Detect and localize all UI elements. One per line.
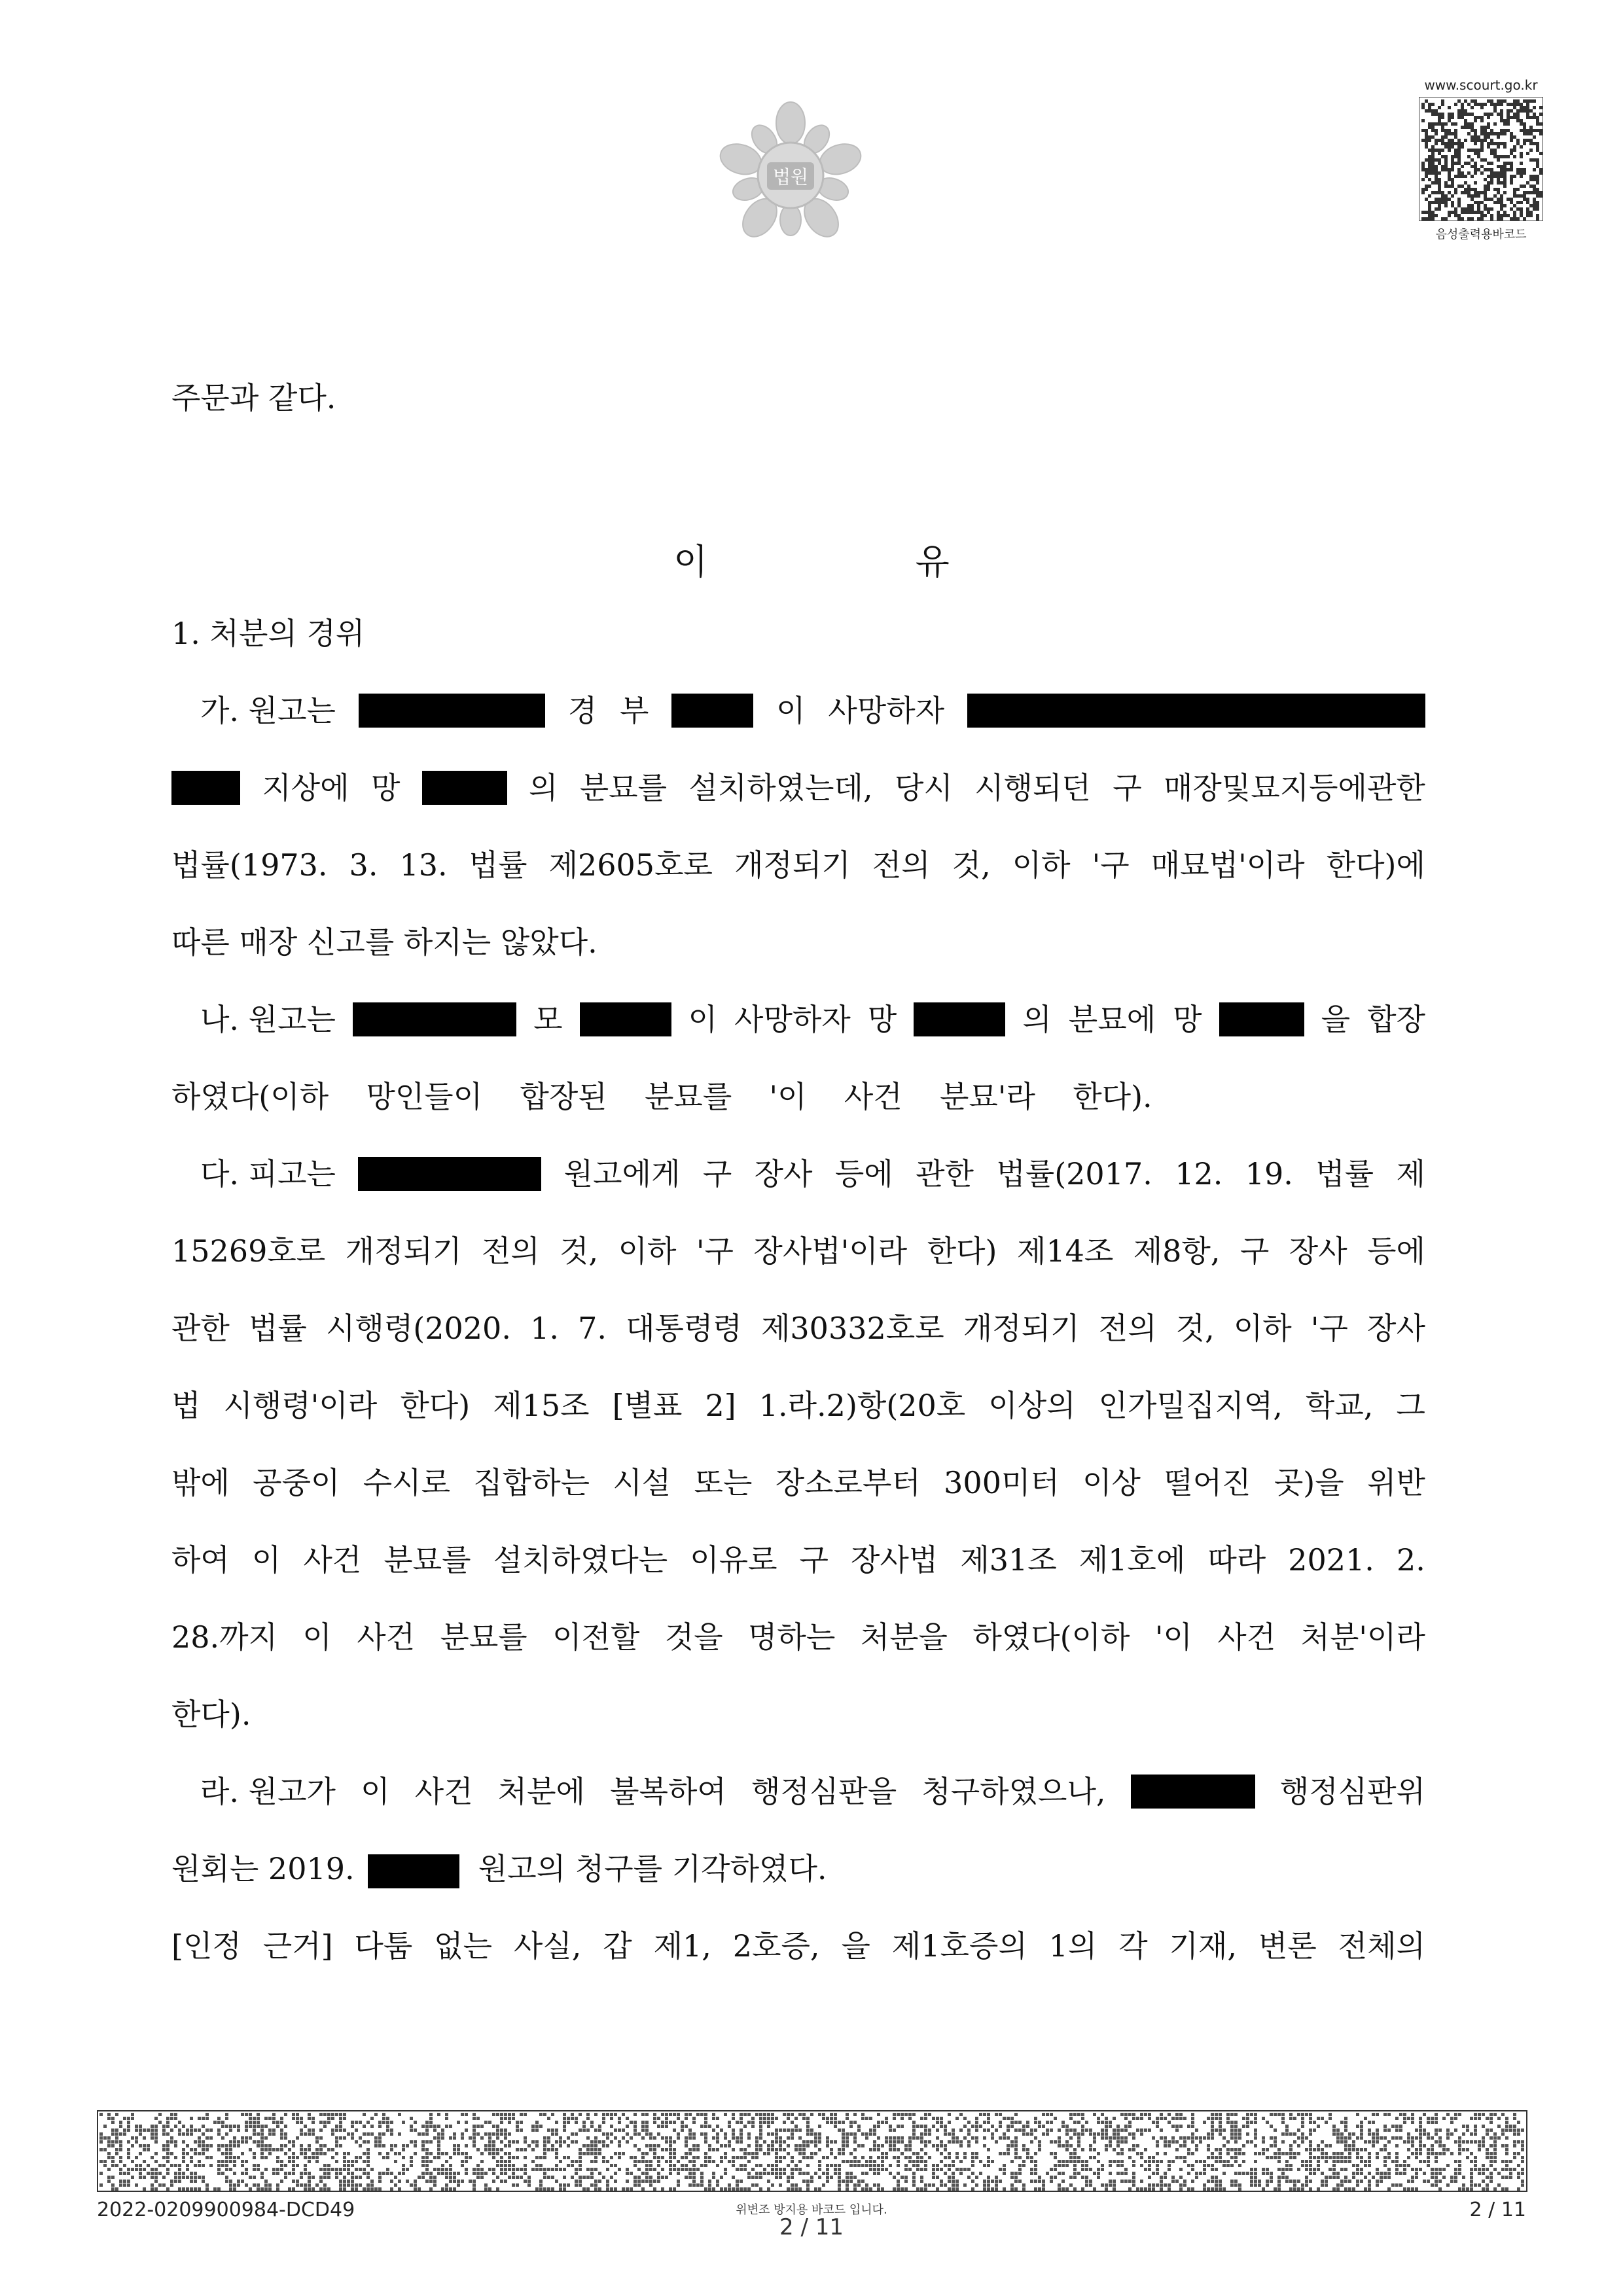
opening-line: 주문과 같다. [171, 380, 336, 415]
document-id: 2022-0209900984-DCD49 [97, 2199, 355, 2221]
para-da-line-1: 다. 피고는 원고에게 구 장사 등에 관한 법률(2017. 12. 19. 법률 제 [200, 1156, 1425, 1192]
redaction [422, 771, 507, 805]
reason-heading: 이 유 [673, 541, 1048, 582]
para-ga-line-3: 법률(1973. 3. 13. 법률 제2605호로 개정되기 전의 것, 이하 '구 매묘법'이라 한다)에 [171, 847, 1425, 883]
para-ra-line-1: 라. 원고가 이 사건 처분에 불복하여 행정심판을 청구하였으나, 행정심판위 [200, 1774, 1425, 1809]
para-da-line-8: 한다). [171, 1697, 251, 1732]
section-1-title: 1. 처분의 경위 [171, 616, 365, 651]
voice-output-qr [1419, 77, 1543, 242]
para-da-line-2: 15269호로 개정되기 전의 것, 이하 '구 장사법'이라 한다) 제14조 제8항, 구 장사 등에 [171, 1233, 1425, 1269]
para-na-line-1: 나. 원고는 모 이 사망하자 망 의 분묘에 망 을 합장 [200, 1002, 1425, 1037]
evidence-line: [인정 근거] 다툼 없는 사실, 갑 제1, 2호증, 을 제1호증의 1의 각 기재, 변론 전체의 [171, 1928, 1425, 1964]
page-number-right: 2 / 11 [1469, 2199, 1526, 2221]
anti-forgery-barcode [97, 2110, 1527, 2192]
para-na-line-2: 하였다(이하 망인들이 합장된 분묘를 '이 사건 분묘'라 한다). [171, 1079, 1152, 1114]
page-number-center: 2 / 11 [779, 2214, 844, 2240]
para-ra-line-2: 원회는 2019. 원고의 청구를 기각하였다. [171, 1850, 1425, 1888]
para-ga-line-4: 따른 매장 신고를 하지는 않았다. [171, 925, 597, 960]
para-da-line-5: 밖에 공중이 수시로 집합하는 시설 또는 장소로부터 300미터 이상 떨어진 곳)을 위반 [171, 1465, 1425, 1500]
redaction [671, 694, 753, 728]
redaction [967, 694, 1425, 728]
para-da-line-3: 관한 법률 시행령(2020. 1. 7. 대통령령 제30332호로 개정되기 전의 것, 이하 '구 장사 [171, 1311, 1425, 1346]
para-da-line-4: 법 시행령'이라 한다) 제15조 [별표 2] 1.라.2)항(20호 이상의 인가밀집지역, 학교, 그 [171, 1388, 1425, 1423]
para-ga-line-2: 지상에 망 의 분묘를 설치하였는데, 당시 시행되던 구 매장및묘지등에관한 [171, 769, 1425, 806]
barcode-notice: 위변조 방지용 바코드 입니다. [736, 2203, 887, 2217]
qr-url: www.scourt.go.kr [1424, 77, 1538, 93]
para-da-line-6: 하여 이 사건 분묘를 설치하였다는 이유로 구 장사법 제31조 제1호에 따라 2021. 2. [171, 1542, 1425, 1578]
redaction [171, 771, 240, 805]
qr-caption: 음성출력용바코드 [1435, 228, 1527, 241]
redaction [359, 694, 545, 728]
para-ga-line-1: 가. 원고는 경 부 이 사망하자 [200, 692, 1425, 729]
redaction [353, 1002, 516, 1036]
redaction [914, 1002, 1005, 1036]
court-seal [719, 97, 863, 249]
redaction [580, 1002, 671, 1036]
redaction [368, 1854, 459, 1888]
qr-code [1419, 97, 1543, 221]
redaction [1219, 1002, 1304, 1036]
seal-text: 법원 [772, 166, 809, 188]
redaction [358, 1157, 541, 1191]
para-da-line-7: 28.까지 이 사건 분묘를 이전할 것을 명하는 처분을 하였다(이하 '이 사건 처분'이라 [171, 1619, 1425, 1655]
redaction [1131, 1775, 1255, 1809]
